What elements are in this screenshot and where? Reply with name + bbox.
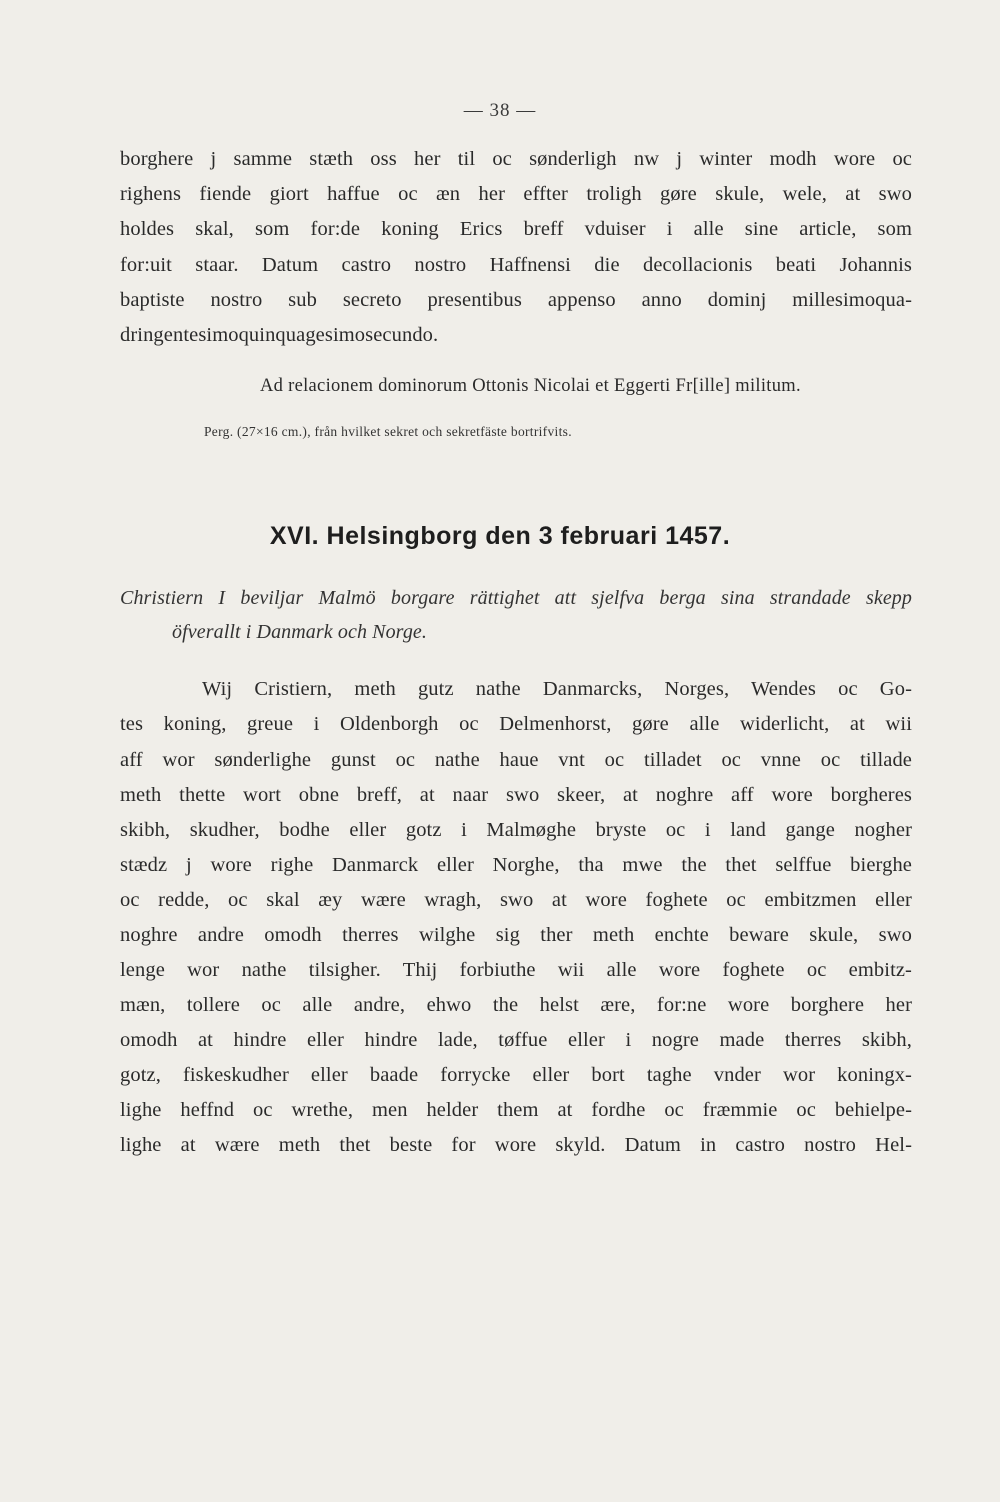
text-line: aff wor sønderlighe gunst oc nathe haue vnt oc tilladet oc vnne oc tillade: [120, 749, 912, 771]
text-line: righens fiende giort haffue oc æn her effter troligh gøre skule, wele, at swo: [120, 183, 912, 205]
text-line: meth thette wort obne breff, at naar swo skeer, at noghre aff wore borgheres: [120, 784, 912, 806]
relacio-line: Ad relacionem dominorum Ottonis Nicolai et Eggerti Fr[ille] militum.: [260, 376, 801, 396]
text-line: gotz, fiskeskudher eller baade forrycke eller bort taghe vnder wor koningx-: [120, 1064, 912, 1086]
text-line: holdes skal, som for:de koning Erics breff vduiser i alle sine article, som: [120, 218, 912, 240]
archival-note: Perg. (27×16 cm.), från hvilket sekret och sekretfäste bortrifvits.: [204, 424, 572, 439]
text-line: dringentesimoquinquagesimosecundo.: [120, 324, 439, 346]
text-line: lighe at wære meth thet beste for wore skyld. Datum in castro nostro Hel-: [120, 1134, 912, 1156]
text-line: Wij Cristiern, meth gutz nathe Danmarcks, Norges, Wendes oc Go-: [202, 678, 912, 700]
text-line: for:uit staar. Datum castro nostro Haffnensi die decollacionis beati Johannis: [120, 254, 912, 276]
document-heading: XVI. Helsingborg den 3 februari 1457.: [269, 522, 731, 550]
text-line: borghere j samme stæth oss her til oc sønderligh nw j winter modh wore oc: [120, 148, 912, 170]
text-line: lighe heffnd oc wrethe, men helder them at fordhe oc fræmmie oc behielpe-: [120, 1099, 912, 1121]
text-line: mæn, tollere oc alle andre, ehwo the helst ære, for:ne wore borghere her: [120, 994, 912, 1016]
text-line: tes koning, greue i Oldenborgh oc Delmenhorst, gøre alle widerlicht, at wii: [120, 713, 912, 735]
summary-line: öfverallt i Danmark och Norge.: [172, 621, 428, 643]
text-line: skibh, skudher, bodhe eller gotz i Malmøghe bryste oc i land gange nogher: [120, 819, 912, 841]
page-number: — 38 —: [463, 100, 537, 121]
text-line: omodh at hindre eller hindre lade, tøffue eller i nogre made therres skibh,: [120, 1029, 912, 1051]
text-line: baptiste nostro sub secreto presentibus appenso anno dominj millesimoqua-: [120, 289, 912, 311]
text-line: noghre andre omodh therres wilghe sig ther meth enchte beware skule, swo: [120, 924, 912, 946]
text-line: stædz j wore righe Danmarck eller Norghe, tha mwe the thet selffue bierghe: [120, 854, 912, 876]
summary-line: Christiern I beviljar Malmö borgare rättighet att sjelfva berga sina strandade skepp: [120, 587, 912, 609]
text-line: oc redde, oc skal æy wære wragh, swo at wore foghete oc embitzmen eller: [120, 889, 912, 911]
text-line: lenge wor nathe tilsigher. Thij forbiuthe wii alle wore foghete oc embitz-: [120, 959, 912, 981]
